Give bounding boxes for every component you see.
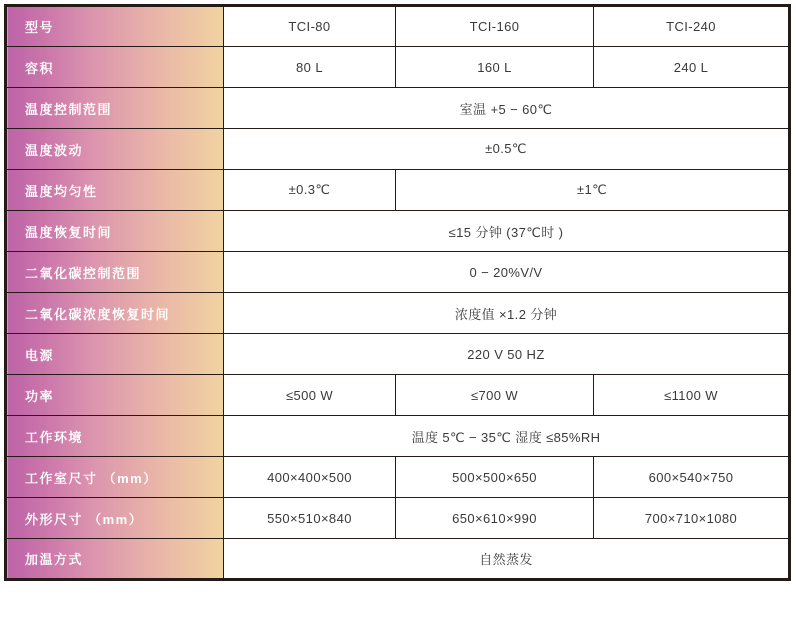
table-row-temp-recovery-time <box>6 211 790 252</box>
spec-value-power-tci160: ≤700 W <box>396 375 594 416</box>
table-row-temp-uniformity <box>6 170 790 211</box>
row-label-overall-size: 外形尺寸 （mm） <box>6 498 224 539</box>
spec-value-power-tci80: ≤500 W <box>224 375 396 416</box>
row-label-co2-recovery-time: 二氧化碳浓度恢复时间 <box>6 293 224 334</box>
row-label-working-environment: 工作环境 <box>6 416 224 457</box>
spec-value-power-tci240: ≤1100 W <box>594 375 790 416</box>
spec-table <box>4 4 791 581</box>
spec-value-temp-fluctuation: ±0.5℃ <box>224 129 790 170</box>
table-row-temp-fluctuation <box>6 129 790 170</box>
table-row-co2-control-range <box>6 252 790 293</box>
row-label-heating-method: 加温方式 <box>6 539 224 580</box>
spec-value-model-tci240: TCI-240 <box>594 6 790 47</box>
spec-value-overall-size-tci240: 700×710×1080 <box>594 498 790 539</box>
row-label-temp-recovery-time: 温度恢复时间 <box>6 211 224 252</box>
spec-value-overall-size-tci160: 650×610×990 <box>396 498 594 539</box>
spec-value-working-environment: 温度 5℃ − 35℃ 湿度 ≤85%RH <box>224 416 790 457</box>
table-row-overall-size <box>6 498 790 539</box>
spec-value-capacity-tci80: 80 L <box>224 47 396 88</box>
row-label-power-supply: 电源 <box>6 334 224 375</box>
row-label-capacity: 容积 <box>6 47 224 88</box>
spec-value-temp-control-range: 室温 +5 − 60℃ <box>224 88 790 129</box>
spec-value-co2-recovery-time: 浓度值 ×1.2 分钟 <box>224 293 790 334</box>
spec-value-temp-recovery-time: ≤15 分钟 (37℃时 ) <box>224 211 790 252</box>
row-label-co2-control-range: 二氧化碳控制范围 <box>6 252 224 293</box>
table-row-heating-method <box>6 539 790 580</box>
row-label-temp-uniformity: 温度均匀性 <box>6 170 224 211</box>
table-row-chamber-size <box>6 457 790 498</box>
row-label-temp-control-range: 温度控制范围 <box>6 88 224 129</box>
row-label-chamber-size: 工作室尺寸 （mm） <box>6 457 224 498</box>
table-row-power-supply <box>6 334 790 375</box>
spec-value-co2-control-range: 0 − 20%V/V <box>224 252 790 293</box>
row-label-power: 功率 <box>6 375 224 416</box>
spec-value-power-supply: 220 V 50 HZ <box>224 334 790 375</box>
table-row-co2-recovery-time <box>6 293 790 334</box>
table-row-working-environment <box>6 416 790 457</box>
spec-value-overall-size-tci80: 550×510×840 <box>224 498 396 539</box>
spec-value-heating-method: 自然蒸发 <box>224 539 790 580</box>
spec-value-model-tci80: TCI-80 <box>224 6 396 47</box>
spec-value-temp-uniformity-tci160-240: ±1℃ <box>396 170 790 211</box>
table-row-model <box>6 6 790 47</box>
spec-value-model-tci160: TCI-160 <box>396 6 594 47</box>
spec-value-temp-uniformity-tci80: ±0.3℃ <box>224 170 396 211</box>
row-label-model: 型号 <box>6 6 224 47</box>
spec-value-capacity-tci240: 240 L <box>594 47 790 88</box>
spec-value-chamber-size-tci240: 600×540×750 <box>594 457 790 498</box>
spec-value-capacity-tci160: 160 L <box>396 47 594 88</box>
spec-value-chamber-size-tci160: 500×500×650 <box>396 457 594 498</box>
table-row-temp-control-range <box>6 88 790 129</box>
table-row-capacity <box>6 47 790 88</box>
spec-value-chamber-size-tci80: 400×400×500 <box>224 457 396 498</box>
table-row-power <box>6 375 790 416</box>
row-label-temp-fluctuation: 温度波动 <box>6 129 224 170</box>
